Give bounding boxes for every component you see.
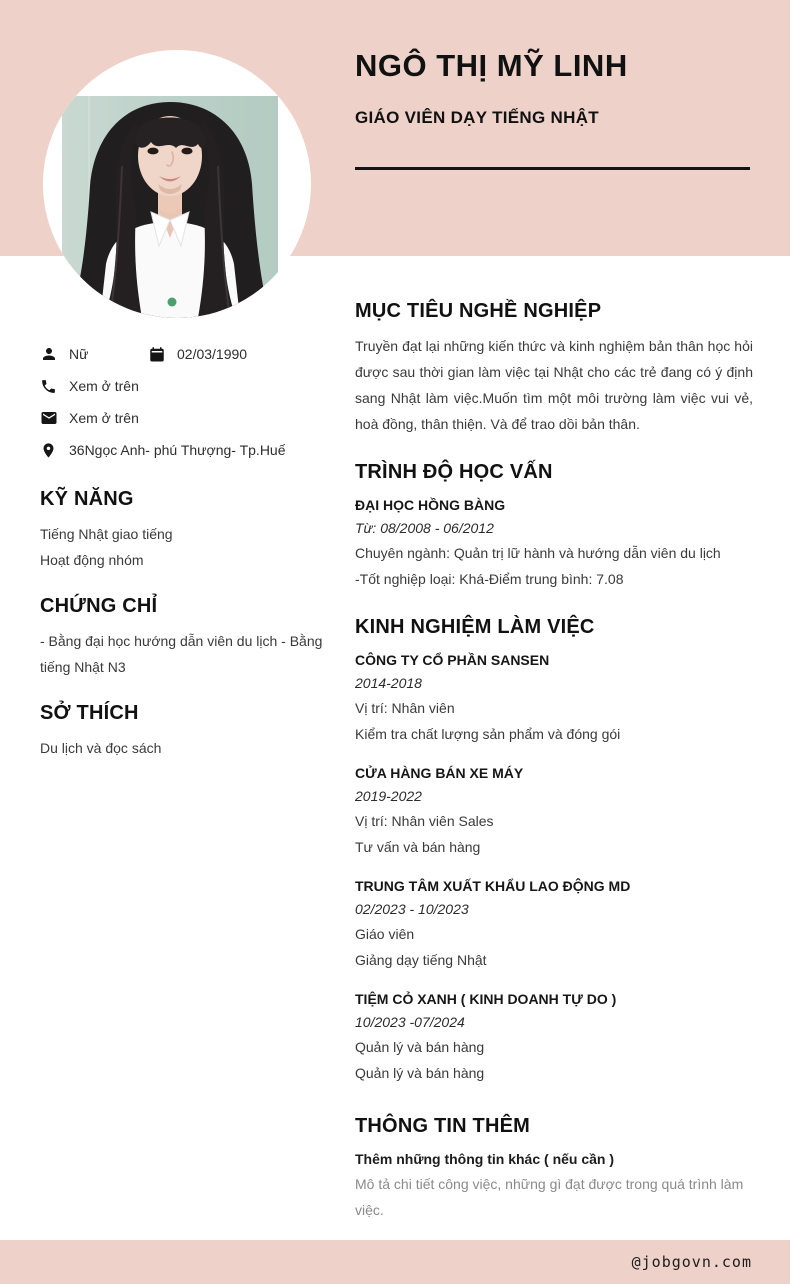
address-value: 36Ngọc Anh- phú Thượng- Tp.Huế <box>69 442 286 458</box>
job-period: 2014-2018 <box>355 675 422 691</box>
email-value: Xem ở trên <box>69 410 139 426</box>
job-detail: Quản lý và bán hàng <box>355 1065 485 1081</box>
watermark-text: @jobgovn.com <box>631 1253 752 1271</box>
birthdate-value: 02/03/1990 <box>177 346 248 362</box>
job-detail: Giáo viên <box>355 926 415 942</box>
education-major: Chuyên ngành: Quản trị lữ hành và hướng dẫn viên du lịch <box>355 545 721 561</box>
additional-info-section-title: THÔNG TIN THÊM <box>355 1115 531 1137</box>
experience-section-title: KINH NGHIỆM LÀM VIỆC <box>355 616 595 638</box>
portrait-illustration <box>62 96 278 318</box>
experience-entry <box>355 762 753 860</box>
hobbies-section-title: SỞ THÍCH <box>40 702 139 724</box>
contact-row-address <box>40 434 336 466</box>
job-period: 2019-2022 <box>355 788 422 804</box>
job-detail: Giảng dạy tiếng Nhật <box>355 952 487 968</box>
additional-info-note: Mô tả chi tiết công việc, những gì đạt được trong quá trình làm việc. <box>355 1176 744 1218</box>
certificates-section-title: CHỨNG CHỈ <box>40 595 158 617</box>
phone-icon <box>40 377 58 395</box>
education-result: -Tốt nghiệp loại: Khá-Điểm trung bình: 7.08 <box>355 571 624 587</box>
profile-photo <box>43 50 311 318</box>
candidate-job-title: GIÁO VIÊN DẠY TIẾNG NHẬT <box>355 108 599 127</box>
education-school: ĐẠI HỌC HỒNG BÀNG <box>355 497 506 513</box>
objective-text: Truyền đạt lại những kiến thức và kinh nghiệm bản thân học hỏi được sau thời gian làm việc tại Nhật cho các trẻ đang có ý định sang Nhật làm việc.Muốn tìm một môi trường làm việc vui vẻ, hoà đồng, thân thiện. Và để trao dồi bản thân. <box>355 338 753 432</box>
envelope-icon <box>40 409 58 427</box>
experience-entry <box>355 988 753 1086</box>
job-period: 02/2023 - 10/2023 <box>355 901 469 917</box>
skill-item: Hoạt động nhóm <box>40 552 144 568</box>
gender-value: Nữ <box>69 346 89 362</box>
company-name: TRUNG TÂM XUẤT KHẨU LAO ĐỘNG MD <box>355 878 631 894</box>
contact-row-gender-birthdate <box>40 338 336 370</box>
contact-row-email <box>40 402 336 434</box>
candidate-name: NGÔ THỊ MỸ LINH <box>355 48 628 83</box>
job-detail: Quản lý và bán hàng <box>355 1039 485 1055</box>
objective-section-title: MỤC TIÊU NGHỀ NGHIỆP <box>355 300 602 322</box>
company-name: CÔNG TY CỔ PHẦN SANSEN <box>355 652 550 668</box>
skill-item: Tiếng Nhật giao tiếng <box>40 526 173 542</box>
phone-value: Xem ở trên <box>69 378 139 394</box>
footer-pink-band <box>0 1240 790 1284</box>
education-period: Từ: 08/2008 - 06/2012 <box>355 520 494 536</box>
company-name: CỬA HÀNG BÁN XE MÁY <box>355 765 524 781</box>
experience-entry <box>355 875 753 973</box>
experience-entry <box>355 649 753 747</box>
company-name: TIỆM CỎ XANH ( KINH DOANH TỰ DO ) <box>355 991 617 1007</box>
job-detail: Tư vấn và bán hàng <box>355 839 481 855</box>
job-detail: Kiểm tra chất lượng sản phẩm và đóng gói <box>355 726 621 742</box>
job-detail: Vị trí: Nhân viên Sales <box>355 813 494 829</box>
education-section-title: TRÌNH ĐỘ HỌC VẤN <box>355 461 553 483</box>
right-column <box>355 300 753 1223</box>
contact-row-phone <box>40 370 336 402</box>
person-icon <box>40 345 58 363</box>
header-divider <box>355 167 750 170</box>
certificates-text: - Bằng đại học hướng dẫn viên du lịch - Bằng tiếng Nhật N3 <box>40 633 323 675</box>
additional-info-subtitle: Thêm những thông tin khác ( nếu cần ) <box>355 1151 615 1167</box>
left-column <box>40 338 336 761</box>
location-pin-icon <box>40 441 58 459</box>
job-detail: Vị trí: Nhân viên <box>355 700 455 716</box>
hobbies-text: Du lịch và đọc sách <box>40 740 162 756</box>
skills-section-title: KỸ NĂNG <box>40 488 134 510</box>
job-period: 10/2023 -07/2024 <box>355 1014 465 1030</box>
calendar-icon <box>148 345 166 363</box>
